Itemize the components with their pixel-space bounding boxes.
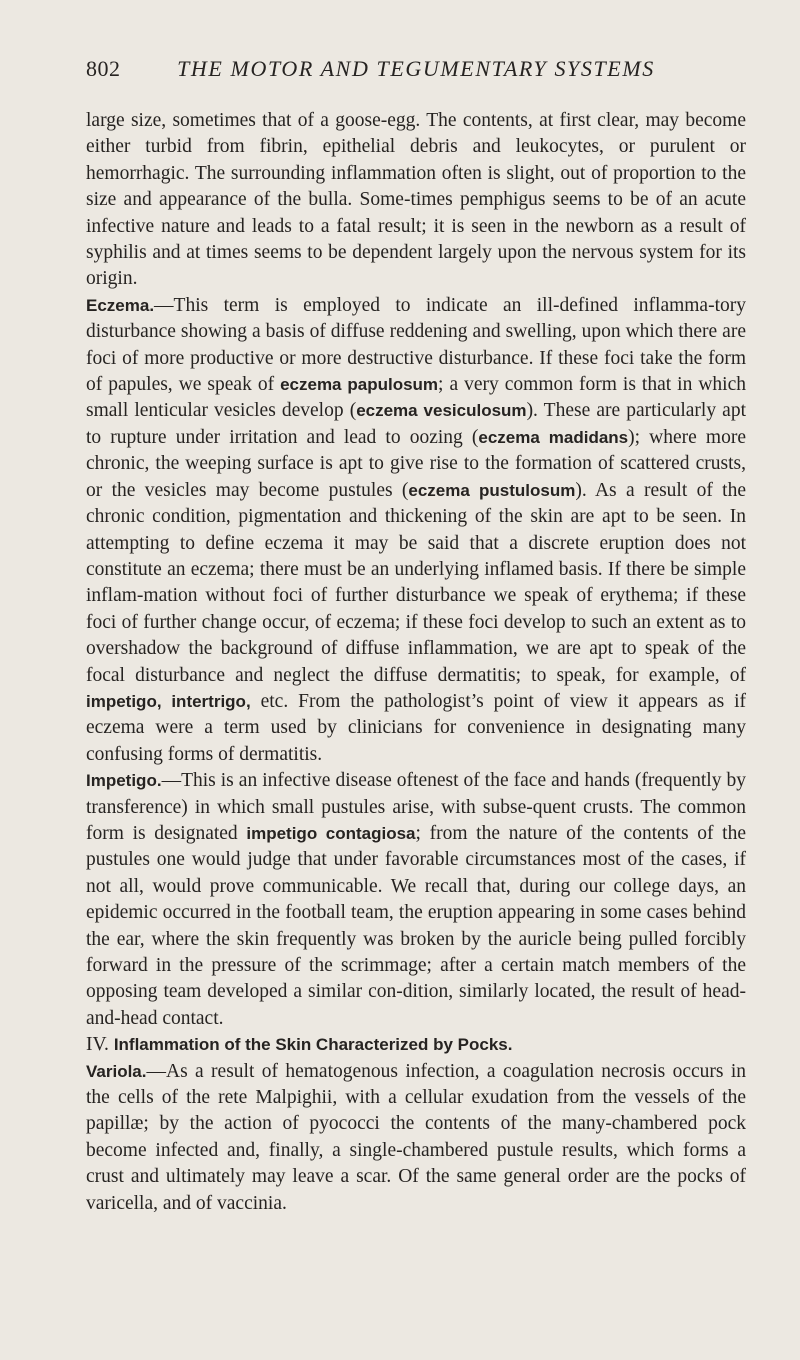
text-run: large size, sometimes that of a goose-egg. The contents, at first clear, may become either turbid from fibrin, epithelial debris and leukocytes, or purulent or hemorrhagic. The surrounding inflammation often is slight, out of proportion to the size and appearance of the bulla. Some-times pemphigus seems to be of an acute infective nature and leads to a fatal result; it is seen in the newborn as a result of syphilis and at times seems to be dependent largely upon the nervous system for its origin.: [86, 110, 746, 290]
page-number: 802: [86, 56, 121, 81]
bold-term: eczema vesiculosum: [356, 401, 527, 421]
bold-term: Eczema.: [86, 295, 155, 315]
text-run: —This term is employed to indicate an ill-defined inflamma-tory disturbance showing a basis of diffuse reddening and swelling, upon which there are foci of more productive or more destructive disturbance. If these foci take the form of papules, we speak of: [86, 294, 746, 396]
bold-term: eczema pustulosum: [408, 480, 576, 500]
paragraph-pemphigus-continued: [86, 108, 746, 293]
body-text: [86, 108, 746, 1217]
text-run: ). As a result of the chronic condition, pigmentation and thickening of the skin are apt to be seen. In attempting to define eczema it may be said that a discrete eruption does not constitute an eczema; there must be an underlying inflamed basis. If there be simple inflam-mation without foci of further disturbance we speak of erythema; if these foci of further change occur, of eczema; if these foci develop to such an extent as to overshadow the background of diffuse inflammation, we are apt to speak of the focal disturbance and neglect the diffuse dermatitis; to speak, for example, of: [86, 479, 746, 686]
text-run: —This is an infective disease oftenest of the face and hands (frequently by transference) in which small pustules arise, with subse-quent crusts. The common form is designated: [86, 770, 746, 844]
paragraph-variola: [86, 1059, 746, 1217]
text-run: IV.: [86, 1034, 114, 1056]
text-run: ). These are particularly apt to rupture under irritation and lead to oozing (: [86, 400, 746, 448]
bold-term: Variola.: [86, 1061, 147, 1081]
text-run: etc. From the pathologist’s point of view it appears as if eczema were a term used by clinicians for convenience in designating many confusing forms of dermatitis.: [86, 690, 747, 765]
bold-term: eczema madidans: [478, 427, 629, 447]
text-run: ; a very common form is that in which small lenticular vesicles develop (: [86, 374, 747, 422]
text-run: ; from the nature of the contents of the pustules one would judge that under favorable circumstances most of the cases, if not all, would prove communicable. We recall that, during our college days, an epidemic occurred in the football team, the eruption appearing in some cases behind the ear, where the skin frequently was broken by the auricle being pulled forcibly forward in the pressure of the scrimmage; after a certain match members of the opposing team developed a similar con-dition, similarly located, the result of head-and-head contact.: [86, 822, 746, 1029]
bold-term: Inflammation of the Skin Characterized by Pocks.: [113, 1035, 513, 1055]
bold-term: impetigo contagiosa: [246, 823, 416, 843]
running-head: THE MOTOR AND TEGUMENTARY SYSTEMS: [177, 56, 655, 81]
text-run: ); where more chronic, the weeping surface is apt to give rise to the formation of scattered crusts, or the vesicles may become pustules (: [86, 426, 746, 501]
page-header: [86, 56, 746, 96]
section-heading-pocks: [86, 1032, 746, 1058]
bold-term: eczema papulosum: [280, 375, 439, 395]
paragraph-eczema: [86, 293, 746, 768]
text-run: —As a result of hematogenous infection, a coagulation necrosis occurs in the cells of the rete Malpighii, with a cellular exudation from the vessels of the papillæ; by the action of pyococci the contents of the many-chambered pock become infected and, finally, a single-chambered pustule results, which forms a crust and ultimately may leave a scar. Of the same general order are the pocks of varicella, and of vaccinia.: [86, 1060, 746, 1214]
bold-term: Impetigo.: [86, 771, 162, 791]
paragraph-impetigo: [86, 768, 746, 1032]
bold-term: impetigo, intertrigo,: [86, 691, 251, 711]
